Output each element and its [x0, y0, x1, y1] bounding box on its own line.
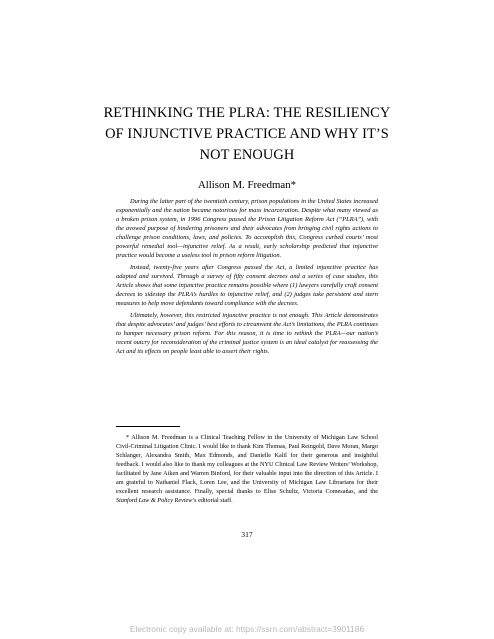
- title-line: NOT ENOUGH: [199, 147, 295, 163]
- footnote-rule: [116, 426, 180, 427]
- footnote: [116, 433, 378, 505]
- author-name: Allison M. Freedman*: [197, 179, 297, 191]
- title-line: RETHINKING THE PLRA: THE RESILIENCY: [103, 105, 391, 121]
- ssrn-notice[interactable]: Electronic copy available at: https://ssrn.com/abstract=3901186: [129, 624, 365, 634]
- article-title: [60, 103, 434, 166]
- footnote-text: * Allison M. Freedman is a Clinical Teaching Fellow in the University of Michigan Law School Civil-Criminal Litigation Clinic. I would like to thank Kim Thomas, Paul Reingold, Dave Moran, Margo Schlanger, Alexandra Smith, Max Edmonds, and Danielle Kalil for their generous and insightful feedback. I would also like to thank my colleagues at the NYU Clinical Law Review Writers’ Workshop, facilitated by Jane Aiken and Warren Binford, for their valuable input into the direction of this Article. I am grateful to Nathaniel Flack, Loren Lee, and the University of Michigan Law Librarians for their excellent research assistance. Finally, special thanks to Elise Schultz, Victoria Comesañas, and the: [116, 434, 378, 495]
- footnote-text-end: ’s editorial staff.: [192, 497, 233, 504]
- abstract-paragraph: During the latter part of the twentieth century, prison populations in the United States increased exponentially and the nation became notorious for mass incarceration. Despite what many viewed as a broken prison system, in 1996 Congress passed the Prison Litigation Reform Act (“PLRA”), with the avowed purpose of hindering prisoners and their advocates from bringing civil rights actions to challenge prison conditions, laws, and policies. To accomplish this, Congress curbed courts’ most powerful remedial tool—injunctive relief. As a result, early scholarship predicted that injunctive practice would become a useless tool in prison reform litigation.: [116, 198, 378, 259]
- abstract-paragraph: Instead, twenty-five years after Congress passed the Act, a limited injunctive practice has adapted and survived. Through a survey of fifty consent decrees and a series of case studies, this Article shows that some injunctive practice remains possible where (1) lawyers carefully craft consent decrees to sidestep the PLRA’s hurdles to injunctive relief, and (2) judges take persistent and stern measures to help move defendants toward compliance with the decrees.: [116, 264, 378, 307]
- page-number: 317: [241, 530, 253, 539]
- abstract-paragraph: Ultimately, however, this restricted injunctive practice is not enough. This Article demonstrates that despite advocates’ and judges’ best efforts to circumvent the Act’s limitations, the PLRA continues to hamper necessary prison reform. For this reason, it is time to rethink the PLRA—our nation’s recent outcry for reconsideration of the criminal justice system is an ideal catalyst for reassessing the Act and its effects on people least able to assert their rights.: [116, 312, 378, 355]
- abstract: [116, 197, 378, 359]
- title-line: OF INJUNCTIVE PRACTICE AND WHY IT’S: [105, 126, 389, 142]
- footnote-journal-name: Stanford Law & Policy Review: [116, 497, 193, 504]
